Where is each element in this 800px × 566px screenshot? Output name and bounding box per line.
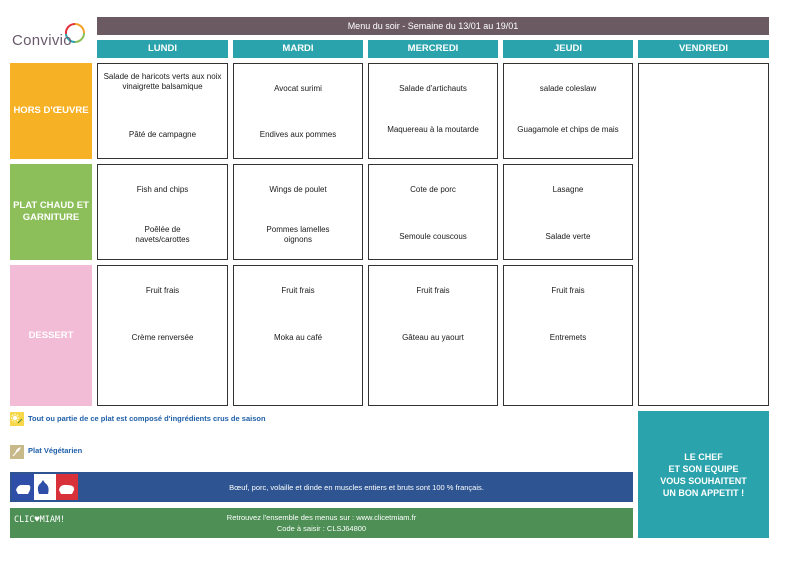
category-plat bbox=[10, 164, 92, 260]
menu-cell-mardi-dessert bbox=[233, 265, 363, 406]
clicmiam-banner bbox=[10, 508, 633, 538]
vegetarian-icon bbox=[10, 445, 24, 459]
legend-vegetarian-text: Plat Végétarien bbox=[28, 446, 83, 455]
dish: Maquereau à la moutarde bbox=[387, 125, 479, 134]
menu-title: Menu du soir - Semaine du 13/01 au 19/01 bbox=[97, 17, 769, 35]
menu-cell-lundi-hors-doeuvre bbox=[97, 63, 228, 159]
dish: Fruit frais bbox=[281, 286, 315, 295]
day-header-mardi: MARDI bbox=[233, 40, 363, 58]
menu-cell-mardi-hors-doeuvre bbox=[233, 63, 363, 159]
menu-cell-mardi-plat bbox=[233, 164, 363, 260]
dish: Cote de porc bbox=[410, 185, 456, 194]
category-label: HORS D'ŒUVRE bbox=[13, 105, 89, 116]
chef-line: VOUS SOUHAITENT bbox=[660, 475, 747, 486]
day-header-mercredi: MERCREDI bbox=[368, 40, 498, 58]
clicmiam-line1: Retrouvez l'ensemble des menus sur : www.clicetmiam.fr bbox=[226, 513, 417, 522]
dish: Entremets bbox=[549, 333, 587, 342]
legend-seasonal-text: Tout ou partie de ce plat est composé d'ingrédients crus de saison bbox=[28, 414, 266, 423]
dish: Pâté de campagne bbox=[128, 130, 197, 139]
category-label: DESSERT bbox=[28, 329, 74, 341]
dish: Poêlée de navets/carottes bbox=[135, 225, 190, 244]
chef-line: ET SON EQUIPE bbox=[668, 463, 739, 474]
dish: Endives aux pommes bbox=[259, 130, 337, 139]
chef-line: LE CHEF bbox=[684, 451, 723, 462]
french-flag-animals-icon bbox=[12, 474, 78, 500]
dish: Fruit frais bbox=[416, 286, 450, 295]
dish: salade coleslaw bbox=[539, 84, 597, 93]
category-dessert bbox=[10, 265, 92, 406]
dish: Pommes lamelles oignons bbox=[266, 225, 330, 244]
dish: Salade d'artichauts bbox=[399, 84, 467, 93]
dish: Salade de haricots verts aux noix vinaigrette balsamique bbox=[103, 72, 222, 91]
convivio-logo bbox=[10, 14, 90, 54]
dish: Gâteau au yaourt bbox=[402, 333, 464, 342]
day-header-vendredi: VENDREDI bbox=[638, 40, 769, 58]
dish: Guagamole et chips de mais bbox=[517, 125, 619, 134]
menu-cell-lundi-dessert bbox=[97, 265, 228, 406]
dish: Fruit frais bbox=[551, 286, 585, 295]
dish: Moka au café bbox=[273, 333, 323, 342]
dish: Crème renversée bbox=[131, 333, 194, 342]
menu-cell-mercredi-dessert bbox=[368, 265, 498, 406]
dish: Salade verte bbox=[545, 232, 591, 241]
menu-cell-lundi-plat bbox=[97, 164, 228, 260]
chef-line: UN BON APPETIT ! bbox=[662, 487, 745, 498]
menu-cell-jeudi-dessert bbox=[503, 265, 633, 406]
clicmiam-code: Code à saisir : CLSJ64800 bbox=[276, 524, 367, 533]
category-hors-doeuvre bbox=[10, 63, 92, 159]
origin-banner bbox=[10, 472, 633, 502]
day-header-lundi: LUNDI bbox=[97, 40, 228, 58]
logo-text: Convivio bbox=[12, 32, 72, 49]
category-label: PLAT CHAUD ET GARNITURE bbox=[13, 200, 89, 223]
dish: Fruit frais bbox=[145, 286, 180, 295]
seasonal-icon bbox=[10, 412, 24, 426]
day-header-jeudi: JEUDI bbox=[503, 40, 633, 58]
origin-text: Bœuf, porc, volaille et dinde en muscles entiers et bruts sont 100 % français. bbox=[229, 483, 484, 492]
dish: Lasagne bbox=[552, 185, 584, 194]
dish: Avocat surimi bbox=[274, 84, 322, 93]
menu-cell-jeudi-hors-doeuvre bbox=[503, 63, 633, 159]
clicmiam-logo: CLIC♥MIAM! bbox=[14, 515, 66, 525]
menu-cell-mercredi-hors-doeuvre bbox=[368, 63, 498, 159]
dish: Semoule couscous bbox=[399, 232, 467, 241]
chef-message bbox=[638, 411, 769, 538]
menu-cell-jeudi-plat bbox=[503, 164, 633, 260]
dish: Wings de poulet bbox=[269, 185, 327, 194]
menu-cell-mercredi-plat bbox=[368, 164, 498, 260]
dish: Fish and chips bbox=[136, 185, 189, 194]
menu-cell-vendredi bbox=[638, 63, 769, 406]
